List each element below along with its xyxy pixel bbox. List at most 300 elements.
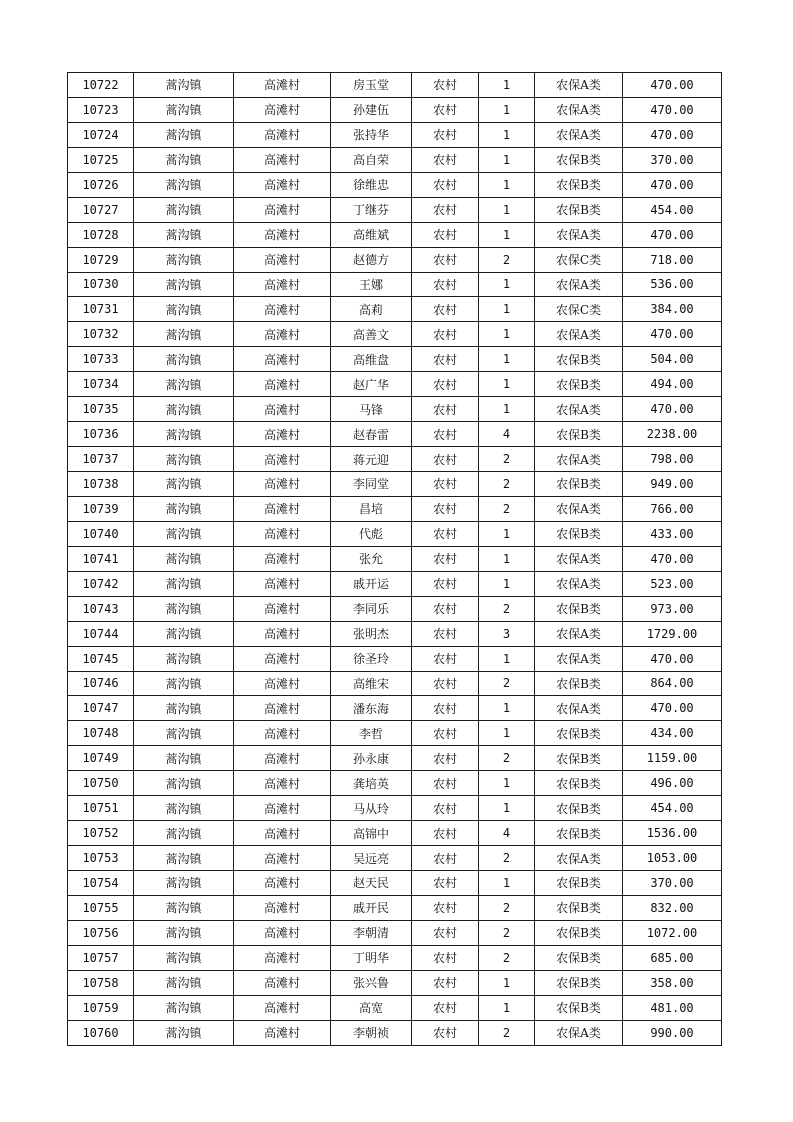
- cell-name: 赵天民: [331, 871, 412, 896]
- cell-name: 丁继芬: [331, 197, 412, 222]
- cell-village: 高滩村: [234, 496, 331, 521]
- cell-area-type: 农村: [412, 646, 479, 671]
- cell-village: 高滩村: [234, 970, 331, 995]
- cell-household-count: 4: [479, 422, 535, 447]
- cell-household-count: 2: [479, 1020, 535, 1045]
- cell-record-id: 10755: [68, 895, 134, 920]
- cell-insurance-category: 农保B类: [535, 521, 623, 546]
- cell-name: 高维盘: [331, 347, 412, 372]
- cell-insurance-category: 农保A类: [535, 846, 623, 871]
- table-row: [68, 222, 722, 247]
- cell-name: 高莉: [331, 297, 412, 322]
- cell-insurance-category: 农保A类: [535, 546, 623, 571]
- cell-area-type: 农村: [412, 771, 479, 796]
- cell-village: 高滩村: [234, 422, 331, 447]
- cell-amount: 536.00: [623, 272, 722, 297]
- cell-insurance-category: 农保A类: [535, 272, 623, 297]
- cell-amount: 1053.00: [623, 846, 722, 871]
- cell-record-id: 10754: [68, 871, 134, 896]
- cell-area-type: 农村: [412, 97, 479, 122]
- data-table: [67, 72, 722, 1046]
- cell-amount: 949.00: [623, 472, 722, 497]
- table-row: [68, 895, 722, 920]
- cell-record-id: 10738: [68, 472, 134, 497]
- table-row: [68, 521, 722, 546]
- cell-town: 蒿沟镇: [134, 771, 234, 796]
- cell-area-type: 农村: [412, 147, 479, 172]
- cell-insurance-category: 农保A类: [535, 621, 623, 646]
- cell-town: 蒿沟镇: [134, 347, 234, 372]
- cell-name: 代彪: [331, 521, 412, 546]
- table-row: [68, 846, 722, 871]
- table-row: [68, 721, 722, 746]
- cell-insurance-category: 农保B类: [535, 347, 623, 372]
- cell-insurance-category: 农保A类: [535, 397, 623, 422]
- cell-amount: 494.00: [623, 372, 722, 397]
- cell-town: 蒿沟镇: [134, 696, 234, 721]
- cell-household-count: 1: [479, 571, 535, 596]
- cell-village: 高滩村: [234, 97, 331, 122]
- cell-household-count: 1: [479, 197, 535, 222]
- cell-insurance-category: 农保B类: [535, 472, 623, 497]
- cell-name: 李朝清: [331, 920, 412, 945]
- cell-village: 高滩村: [234, 621, 331, 646]
- cell-household-count: 2: [479, 447, 535, 472]
- cell-village: 高滩村: [234, 671, 331, 696]
- cell-town: 蒿沟镇: [134, 895, 234, 920]
- cell-town: 蒿沟镇: [134, 372, 234, 397]
- cell-town: 蒿沟镇: [134, 122, 234, 147]
- cell-amount: 798.00: [623, 447, 722, 472]
- cell-household-count: 1: [479, 646, 535, 671]
- cell-town: 蒿沟镇: [134, 73, 234, 98]
- cell-area-type: 农村: [412, 172, 479, 197]
- cell-insurance-category: 农保B类: [535, 995, 623, 1020]
- cell-town: 蒿沟镇: [134, 546, 234, 571]
- table-row: [68, 447, 722, 472]
- cell-insurance-category: 农保B类: [535, 821, 623, 846]
- cell-household-count: 1: [479, 122, 535, 147]
- table-row: [68, 571, 722, 596]
- cell-area-type: 农村: [412, 222, 479, 247]
- cell-name: 张持华: [331, 122, 412, 147]
- table-row: [68, 172, 722, 197]
- cell-record-id: 10723: [68, 97, 134, 122]
- cell-record-id: 10732: [68, 322, 134, 347]
- cell-household-count: 2: [479, 895, 535, 920]
- cell-town: 蒿沟镇: [134, 671, 234, 696]
- cell-household-count: 1: [479, 147, 535, 172]
- cell-town: 蒿沟镇: [134, 596, 234, 621]
- cell-record-id: 10734: [68, 372, 134, 397]
- cell-amount: 864.00: [623, 671, 722, 696]
- cell-household-count: 1: [479, 73, 535, 98]
- cell-record-id: 10726: [68, 172, 134, 197]
- cell-amount: 1072.00: [623, 920, 722, 945]
- cell-insurance-category: 农保A类: [535, 122, 623, 147]
- cell-insurance-category: 农保A类: [535, 571, 623, 596]
- cell-area-type: 农村: [412, 422, 479, 447]
- cell-town: 蒿沟镇: [134, 447, 234, 472]
- cell-name: 潘东海: [331, 696, 412, 721]
- cell-village: 高滩村: [234, 696, 331, 721]
- cell-record-id: 10741: [68, 546, 134, 571]
- cell-town: 蒿沟镇: [134, 920, 234, 945]
- table-row: [68, 671, 722, 696]
- cell-household-count: 1: [479, 272, 535, 297]
- cell-town: 蒿沟镇: [134, 621, 234, 646]
- cell-area-type: 农村: [412, 546, 479, 571]
- cell-insurance-category: 农保A类: [535, 447, 623, 472]
- cell-record-id: 10758: [68, 970, 134, 995]
- cell-record-id: 10750: [68, 771, 134, 796]
- table-row: [68, 646, 722, 671]
- cell-village: 高滩村: [234, 871, 331, 896]
- cell-record-id: 10735: [68, 397, 134, 422]
- cell-area-type: 农村: [412, 895, 479, 920]
- cell-name: 李同乐: [331, 596, 412, 621]
- cell-amount: 496.00: [623, 771, 722, 796]
- cell-amount: 358.00: [623, 970, 722, 995]
- cell-household-count: 1: [479, 696, 535, 721]
- cell-area-type: 农村: [412, 197, 479, 222]
- cell-record-id: 10724: [68, 122, 134, 147]
- cell-household-count: 1: [479, 297, 535, 322]
- table-row: [68, 546, 722, 571]
- cell-town: 蒿沟镇: [134, 1020, 234, 1045]
- cell-record-id: 10733: [68, 347, 134, 372]
- cell-village: 高滩村: [234, 746, 331, 771]
- table-row: [68, 796, 722, 821]
- cell-area-type: 农村: [412, 696, 479, 721]
- cell-name: 房玉堂: [331, 73, 412, 98]
- cell-insurance-category: 农保B类: [535, 197, 623, 222]
- cell-town: 蒿沟镇: [134, 496, 234, 521]
- cell-record-id: 10728: [68, 222, 134, 247]
- table-row: [68, 696, 722, 721]
- cell-insurance-category: 农保A类: [535, 1020, 623, 1045]
- cell-name: 高宽: [331, 995, 412, 1020]
- cell-village: 高滩村: [234, 846, 331, 871]
- cell-name: 马从玲: [331, 796, 412, 821]
- cell-household-count: 2: [479, 596, 535, 621]
- cell-record-id: 10725: [68, 147, 134, 172]
- cell-town: 蒿沟镇: [134, 247, 234, 272]
- cell-amount: 470.00: [623, 97, 722, 122]
- cell-amount: 1536.00: [623, 821, 722, 846]
- cell-village: 高滩村: [234, 546, 331, 571]
- cell-village: 高滩村: [234, 646, 331, 671]
- cell-name: 赵德方: [331, 247, 412, 272]
- cell-area-type: 农村: [412, 945, 479, 970]
- cell-household-count: 3: [479, 621, 535, 646]
- cell-area-type: 农村: [412, 970, 479, 995]
- cell-name: 张明杰: [331, 621, 412, 646]
- cell-insurance-category: 农保B类: [535, 721, 623, 746]
- cell-insurance-category: 农保B类: [535, 796, 623, 821]
- table-row: [68, 372, 722, 397]
- cell-area-type: 农村: [412, 721, 479, 746]
- cell-insurance-category: 农保B类: [535, 671, 623, 696]
- cell-record-id: 10743: [68, 596, 134, 621]
- cell-amount: 433.00: [623, 521, 722, 546]
- cell-record-id: 10753: [68, 846, 134, 871]
- cell-village: 高滩村: [234, 945, 331, 970]
- cell-area-type: 农村: [412, 571, 479, 596]
- table-row: [68, 272, 722, 297]
- cell-town: 蒿沟镇: [134, 945, 234, 970]
- table-row: [68, 1020, 722, 1045]
- cell-household-count: 2: [479, 746, 535, 771]
- cell-household-count: 4: [479, 821, 535, 846]
- cell-insurance-category: 农保B类: [535, 771, 623, 796]
- table-row: [68, 472, 722, 497]
- cell-village: 高滩村: [234, 995, 331, 1020]
- cell-household-count: 1: [479, 995, 535, 1020]
- cell-record-id: 10749: [68, 746, 134, 771]
- cell-town: 蒿沟镇: [134, 970, 234, 995]
- cell-town: 蒿沟镇: [134, 297, 234, 322]
- cell-village: 高滩村: [234, 222, 331, 247]
- cell-area-type: 农村: [412, 496, 479, 521]
- cell-household-count: 1: [479, 97, 535, 122]
- table-row: [68, 247, 722, 272]
- cell-amount: 832.00: [623, 895, 722, 920]
- cell-area-type: 农村: [412, 472, 479, 497]
- cell-record-id: 10739: [68, 496, 134, 521]
- table-row: [68, 122, 722, 147]
- cell-amount: 470.00: [623, 222, 722, 247]
- cell-amount: 990.00: [623, 1020, 722, 1045]
- cell-amount: 2238.00: [623, 422, 722, 447]
- cell-amount: 766.00: [623, 496, 722, 521]
- cell-insurance-category: 农保B类: [535, 920, 623, 945]
- cell-village: 高滩村: [234, 796, 331, 821]
- cell-household-count: 2: [479, 671, 535, 696]
- cell-insurance-category: 农保B类: [535, 147, 623, 172]
- cell-name: 戚开民: [331, 895, 412, 920]
- cell-village: 高滩村: [234, 596, 331, 621]
- cell-amount: 454.00: [623, 197, 722, 222]
- cell-amount: 1159.00: [623, 746, 722, 771]
- cell-insurance-category: 农保B类: [535, 871, 623, 896]
- cell-town: 蒿沟镇: [134, 322, 234, 347]
- cell-town: 蒿沟镇: [134, 422, 234, 447]
- cell-amount: 523.00: [623, 571, 722, 596]
- cell-amount: 685.00: [623, 945, 722, 970]
- cell-record-id: 10736: [68, 422, 134, 447]
- cell-household-count: 2: [479, 920, 535, 945]
- cell-amount: 384.00: [623, 297, 722, 322]
- cell-record-id: 10727: [68, 197, 134, 222]
- cell-area-type: 农村: [412, 521, 479, 546]
- cell-record-id: 10752: [68, 821, 134, 846]
- table-row: [68, 197, 722, 222]
- cell-area-type: 农村: [412, 920, 479, 945]
- table-row: [68, 920, 722, 945]
- table-row: [68, 995, 722, 1020]
- cell-amount: 481.00: [623, 995, 722, 1020]
- cell-name: 高善文: [331, 322, 412, 347]
- cell-name: 昌培: [331, 496, 412, 521]
- cell-area-type: 农村: [412, 846, 479, 871]
- cell-household-count: 1: [479, 222, 535, 247]
- cell-town: 蒿沟镇: [134, 172, 234, 197]
- cell-village: 高滩村: [234, 1020, 331, 1045]
- cell-record-id: 10737: [68, 447, 134, 472]
- cell-name: 马锋: [331, 397, 412, 422]
- table-row: [68, 297, 722, 322]
- cell-area-type: 农村: [412, 447, 479, 472]
- cell-village: 高滩村: [234, 447, 331, 472]
- cell-amount: 973.00: [623, 596, 722, 621]
- cell-town: 蒿沟镇: [134, 821, 234, 846]
- cell-area-type: 农村: [412, 796, 479, 821]
- cell-record-id: 10756: [68, 920, 134, 945]
- cell-record-id: 10760: [68, 1020, 134, 1045]
- cell-town: 蒿沟镇: [134, 472, 234, 497]
- cell-name: 张兴鲁: [331, 970, 412, 995]
- cell-village: 高滩村: [234, 147, 331, 172]
- cell-insurance-category: 农保A类: [535, 322, 623, 347]
- cell-amount: 718.00: [623, 247, 722, 272]
- cell-name: 孙永康: [331, 746, 412, 771]
- cell-amount: 470.00: [623, 73, 722, 98]
- cell-name: 高锦中: [331, 821, 412, 846]
- cell-area-type: 农村: [412, 347, 479, 372]
- cell-record-id: 10722: [68, 73, 134, 98]
- cell-record-id: 10740: [68, 521, 134, 546]
- table-row: [68, 322, 722, 347]
- cell-household-count: 1: [479, 721, 535, 746]
- cell-name: 徐维忠: [331, 172, 412, 197]
- cell-household-count: 1: [479, 322, 535, 347]
- cell-area-type: 农村: [412, 322, 479, 347]
- table-row: [68, 970, 722, 995]
- cell-area-type: 农村: [412, 297, 479, 322]
- cell-name: 张允: [331, 546, 412, 571]
- cell-area-type: 农村: [412, 372, 479, 397]
- cell-insurance-category: 农保A类: [535, 646, 623, 671]
- cell-name: 高自荣: [331, 147, 412, 172]
- cell-village: 高滩村: [234, 297, 331, 322]
- cell-insurance-category: 农保B类: [535, 172, 623, 197]
- cell-village: 高滩村: [234, 472, 331, 497]
- cell-town: 蒿沟镇: [134, 846, 234, 871]
- cell-area-type: 农村: [412, 122, 479, 147]
- cell-area-type: 农村: [412, 821, 479, 846]
- table-row: [68, 347, 722, 372]
- cell-household-count: 1: [479, 871, 535, 896]
- cell-household-count: 1: [479, 546, 535, 571]
- cell-village: 高滩村: [234, 372, 331, 397]
- cell-area-type: 农村: [412, 871, 479, 896]
- cell-insurance-category: 农保A类: [535, 496, 623, 521]
- cell-household-count: 1: [479, 172, 535, 197]
- cell-name: 丁明华: [331, 945, 412, 970]
- cell-name: 龚培英: [331, 771, 412, 796]
- cell-village: 高滩村: [234, 771, 331, 796]
- cell-insurance-category: 农保B类: [535, 422, 623, 447]
- cell-village: 高滩村: [234, 920, 331, 945]
- cell-name: 高维斌: [331, 222, 412, 247]
- cell-household-count: 1: [479, 796, 535, 821]
- cell-town: 蒿沟镇: [134, 222, 234, 247]
- cell-name: 王娜: [331, 272, 412, 297]
- cell-village: 高滩村: [234, 322, 331, 347]
- cell-record-id: 10746: [68, 671, 134, 696]
- cell-village: 高滩村: [234, 821, 331, 846]
- cell-area-type: 农村: [412, 671, 479, 696]
- table-row: [68, 596, 722, 621]
- table-row: [68, 821, 722, 846]
- cell-village: 高滩村: [234, 197, 331, 222]
- cell-village: 高滩村: [234, 521, 331, 546]
- cell-area-type: 农村: [412, 1020, 479, 1045]
- cell-record-id: 10759: [68, 995, 134, 1020]
- cell-insurance-category: 农保B类: [535, 945, 623, 970]
- cell-record-id: 10742: [68, 571, 134, 596]
- cell-area-type: 农村: [412, 73, 479, 98]
- cell-village: 高滩村: [234, 272, 331, 297]
- cell-insurance-category: 农保A类: [535, 222, 623, 247]
- cell-town: 蒿沟镇: [134, 571, 234, 596]
- cell-insurance-category: 农保A类: [535, 73, 623, 98]
- cell-insurance-category: 农保A类: [535, 97, 623, 122]
- cell-insurance-category: 农保B类: [535, 895, 623, 920]
- cell-record-id: 10744: [68, 621, 134, 646]
- cell-town: 蒿沟镇: [134, 721, 234, 746]
- cell-name: 赵广华: [331, 372, 412, 397]
- table-row: [68, 945, 722, 970]
- cell-town: 蒿沟镇: [134, 97, 234, 122]
- cell-amount: 1729.00: [623, 621, 722, 646]
- cell-record-id: 10748: [68, 721, 134, 746]
- cell-name: 吴远亮: [331, 846, 412, 871]
- table-row: [68, 73, 722, 98]
- cell-amount: 470.00: [623, 696, 722, 721]
- cell-record-id: 10751: [68, 796, 134, 821]
- cell-village: 高滩村: [234, 122, 331, 147]
- cell-household-count: 2: [479, 247, 535, 272]
- cell-amount: 470.00: [623, 646, 722, 671]
- table-row: [68, 397, 722, 422]
- cell-area-type: 农村: [412, 621, 479, 646]
- cell-name: 孙建伍: [331, 97, 412, 122]
- cell-name: 徐圣玲: [331, 646, 412, 671]
- cell-village: 高滩村: [234, 721, 331, 746]
- table-body: [68, 73, 722, 1046]
- cell-town: 蒿沟镇: [134, 197, 234, 222]
- cell-household-count: 1: [479, 372, 535, 397]
- cell-town: 蒿沟镇: [134, 521, 234, 546]
- cell-village: 高滩村: [234, 247, 331, 272]
- cell-amount: 470.00: [623, 322, 722, 347]
- table-row: [68, 771, 722, 796]
- cell-town: 蒿沟镇: [134, 871, 234, 896]
- cell-town: 蒿沟镇: [134, 995, 234, 1020]
- table-row: [68, 422, 722, 447]
- cell-town: 蒿沟镇: [134, 147, 234, 172]
- cell-village: 高滩村: [234, 172, 331, 197]
- cell-name: 李哲: [331, 721, 412, 746]
- cell-name: 李朝祯: [331, 1020, 412, 1045]
- cell-insurance-category: 农保B类: [535, 596, 623, 621]
- cell-household-count: 1: [479, 347, 535, 372]
- cell-amount: 504.00: [623, 347, 722, 372]
- cell-household-count: 2: [479, 472, 535, 497]
- cell-amount: 370.00: [623, 147, 722, 172]
